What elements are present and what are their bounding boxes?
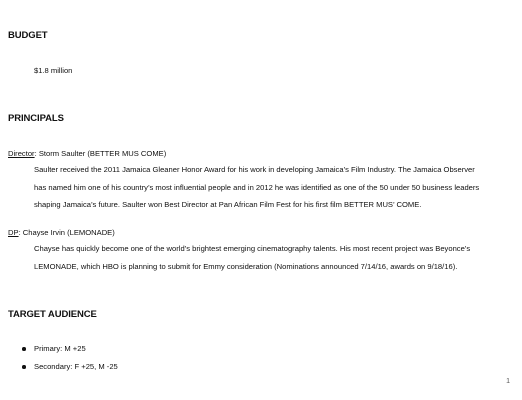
director-line <box>8 145 166 163</box>
director-bio-line: shaping Jamaica’s future. Saulter won Best Director at Pan African Film Fest for his first film BETTER MUS’ COME. <box>34 200 422 209</box>
dp-bio-line: LEMONADE, which HBO is planning to submit for Emmy consideration (Nominations announced 7/14/16, awards on 9/18/16). <box>34 261 458 271</box>
bullet-icon <box>22 365 26 369</box>
dp-line <box>8 224 115 242</box>
principals-heading: PRINCIPALS <box>8 113 64 124</box>
bullet-icon <box>22 347 26 351</box>
dp-bio <box>34 240 516 275</box>
list-item <box>22 340 118 358</box>
director-name: : Storm Saulter (BETTER MUS COME) <box>34 149 167 158</box>
budget-heading: BUDGET <box>8 30 48 41</box>
director-bio <box>34 161 516 214</box>
target-audience-heading: TARGET AUDIENCE <box>8 309 97 320</box>
dp-role-label: DP <box>8 228 19 237</box>
director-role-label: Director <box>8 149 35 158</box>
audience-primary: Primary: M +25 <box>34 344 86 353</box>
director-bio-line: has named him one of his country’s most influential people and in 2012 he was identified as one of the 50 under 50 business leaders <box>34 182 480 192</box>
budget-value: $1.8 million <box>34 66 73 75</box>
dp-bio-line: Chayse has quickly become one of the world’s brightest emerging cinematography talents. His most recent project was Beyonce’s <box>34 244 471 253</box>
dp-name: : Chayse Irvin (LEMONADE) <box>18 228 115 237</box>
list-item <box>22 358 118 376</box>
director-bio-line: Saulter received the 2011 Jamaica Gleaner Honor Award for his work in developing Jamaica’s Film Industry. The Jamaica Observer <box>34 165 475 174</box>
target-audience-list <box>22 340 118 376</box>
page-number: 1 <box>506 378 510 385</box>
audience-secondary: Secondary: F +25, M -25 <box>34 362 118 371</box>
